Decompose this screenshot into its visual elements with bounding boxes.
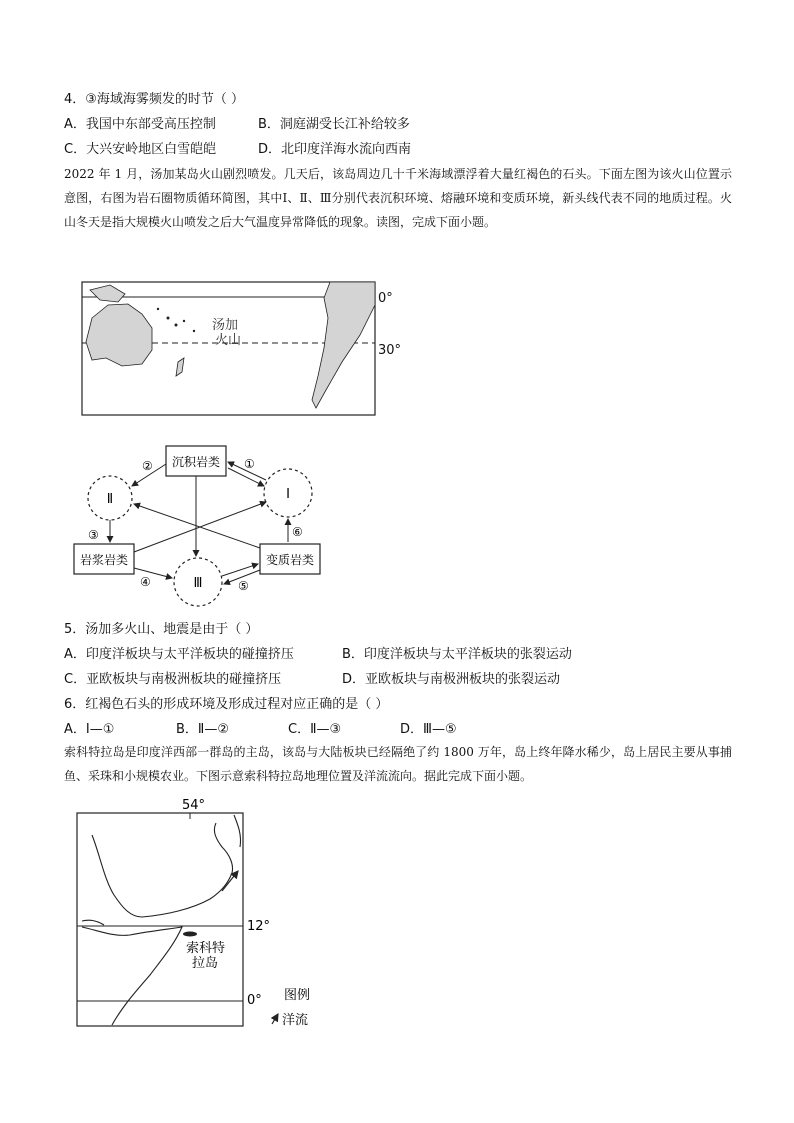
lon-54-label: 54° bbox=[182, 798, 206, 813]
island-dot bbox=[157, 308, 159, 310]
lat-12-label: 12° bbox=[247, 919, 271, 934]
magmatic-label: 岩浆岩类 bbox=[79, 553, 129, 567]
q4-option-a[interactable]: A．我国中东部受高压控制 bbox=[64, 117, 216, 132]
socotra-island-shape bbox=[183, 932, 197, 937]
q5-options-row1 bbox=[64, 646, 572, 664]
q6-option-a[interactable]: A．Ⅰ—① bbox=[64, 722, 115, 737]
intro-paragraph-socotra: 索科特拉岛是印度洋西部一群岛的主岛，该岛与大陆板块已经隔绝了约 1800 万年，岛上终年降水稀少，岛上居民主要从事捕鱼、采珠和小规模农业。下图示意索科特拉岛地理位置及洋流流向。据此完成下面小题。 bbox=[64, 745, 732, 783]
q4-options-row2 bbox=[64, 141, 411, 159]
socotra-location-map bbox=[70, 795, 340, 1035]
intro-paragraph-tonga: 2022 年 1 月，汤加某岛火山剧烈喷发。几天后，该岛周边几十千米海域漂浮着大量红褐色的石头。下面左图为该火山位置示意图，右图为岩石圈物质循环简图，其中Ⅰ、Ⅱ、Ⅲ分别代表沉积环境、熔融环境和变质环境，新头线代表不同的地质过程。火山冬天是指大规模火山喷发之后大气温度异常降低的现象。读图，完成下面小题。 bbox=[64, 167, 732, 229]
q4-stem: 4．③海域海雾频发的时节（ ） bbox=[64, 92, 245, 107]
process-num-2: ② bbox=[142, 459, 153, 473]
island-label-line2: 拉岛 bbox=[192, 956, 219, 971]
process-num-4: ④ bbox=[140, 575, 151, 589]
legend-current-label: 洋流 bbox=[282, 1013, 309, 1028]
q4-option-c[interactable]: C．大兴安岭地区白雪皑皑 bbox=[64, 142, 217, 157]
q5-option-b[interactable]: B．印度洋板块与太平洋板块的张裂运动 bbox=[342, 647, 572, 662]
q5-option-a[interactable]: A．印度洋板块与太平洋板块的碰撞挤压 bbox=[64, 647, 294, 662]
q6-options-row bbox=[64, 721, 457, 739]
island-label-line1: 索科特 bbox=[186, 941, 226, 956]
tonga-location-map bbox=[80, 280, 420, 420]
q5-option-c[interactable]: C．亚欧板块与南极洲板块的碰撞挤压 bbox=[64, 672, 282, 687]
q6-option-b[interactable]: B．Ⅱ—② bbox=[176, 722, 229, 737]
q5-stem: 5．汤加多火山、地震是由于（ ） bbox=[64, 622, 259, 637]
island-dot bbox=[193, 330, 195, 332]
island-dot bbox=[183, 320, 185, 322]
arrow-meta-to-2 bbox=[134, 504, 260, 548]
lat-30-label: 30° bbox=[378, 343, 402, 358]
legend-current-icon bbox=[272, 1014, 278, 1024]
process-num-1: ① bbox=[244, 457, 255, 471]
legend-title: 图例 bbox=[284, 988, 311, 1003]
process-num-3: ③ bbox=[88, 528, 99, 542]
map-frame bbox=[77, 813, 243, 1026]
q6-option-d[interactable]: D．Ⅲ—⑤ bbox=[400, 722, 457, 737]
sedimentary-label: 沉积岩类 bbox=[171, 455, 221, 469]
q6-stem: 6．红褐色石头的形成环境及形成过程对应正确的是（ ） bbox=[64, 697, 389, 712]
env-label-3: Ⅲ bbox=[193, 576, 203, 591]
metamorphic-label: 变质岩类 bbox=[265, 553, 315, 567]
q5-option-d[interactable]: D．亚欧板块与南极洲板块的张裂运动 bbox=[342, 672, 561, 687]
env-label-1: Ⅰ bbox=[286, 487, 290, 502]
q4-options-row1 bbox=[64, 116, 410, 134]
arrow-3-to-meta bbox=[222, 564, 258, 576]
q4-option-b[interactable]: B．洞庭湖受长江补给较多 bbox=[258, 117, 410, 132]
q4-option-d[interactable]: D．北印度洋海水流向西南 bbox=[258, 142, 412, 157]
env-label-2: Ⅱ bbox=[106, 492, 114, 507]
q5-options-row2 bbox=[64, 671, 560, 689]
island-dot bbox=[175, 324, 178, 327]
volcano-label-line1: 汤加 bbox=[212, 318, 239, 333]
island-dot bbox=[167, 317, 170, 320]
process-num-6: ⑥ bbox=[292, 525, 303, 539]
q6-option-c[interactable]: C．Ⅱ—③ bbox=[288, 722, 342, 737]
rock-cycle-diagram bbox=[70, 440, 330, 610]
volcano-label-line2: 火山 bbox=[215, 333, 242, 348]
lat-0-label: 0° bbox=[378, 291, 393, 306]
process-num-5: ⑤ bbox=[238, 579, 249, 593]
lat-0-label: 0° bbox=[247, 993, 262, 1008]
